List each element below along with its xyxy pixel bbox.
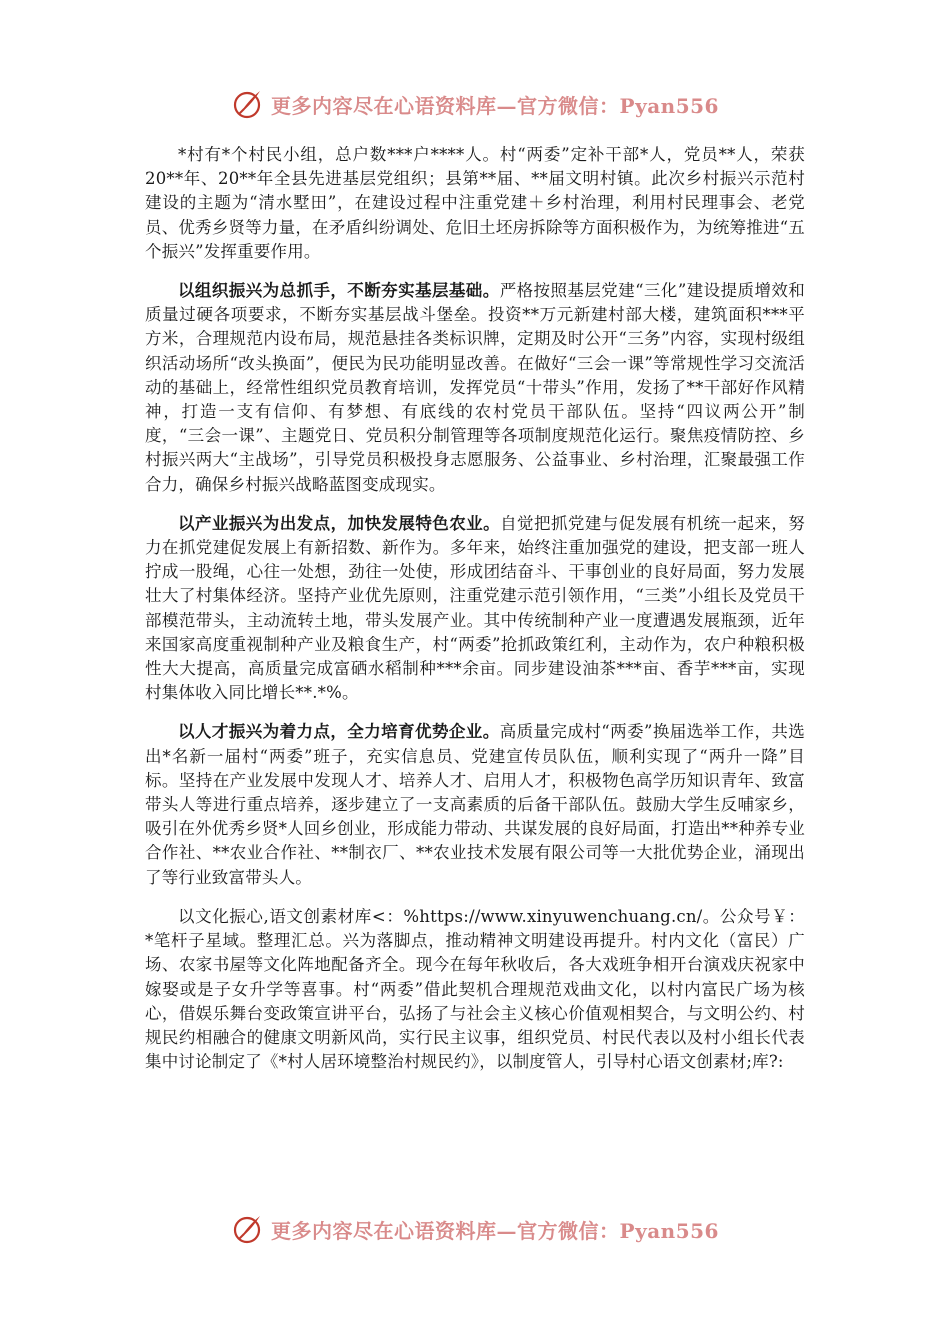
banner-text: 更多内容尽在心语资料库—官方微信：Pyan556 <box>271 1218 719 1243</box>
paragraph-text: 高质量完成村“两委”换届选举工作，共选出*名新一届村“两委”班子，充实信息员、党建宣传员队伍，顺利实现了“两升一降”目标。坚持在产业发展中发现人才、培养人才、启用人才，积极物色高学历知识青年、致富带头人等进行重点培养，逐步建立了一支高素质的后备干部队伍。鼓励大学生反哺家乡，吸引在外优秀乡贤*人回乡创业，形成能力带动、共谋发展的良好局面，打造出**种养专业合作社、**农业合作社、**制衣厂、**农业技术发展有限公司等一大批优势企业，涌现出了等行业致富带头人。 <box>145 722 806 887</box>
paragraph-talent <box>145 720 805 889</box>
footer-banner <box>0 1209 950 1249</box>
paragraph-organization <box>145 279 805 497</box>
paragraph-lead: 以人才振兴为着力点，全力培育优势企业。 <box>178 722 500 742</box>
banner-text: 更多内容尽在心语资料库—官方微信：Pyan556 <box>271 93 719 118</box>
paragraph-text: *村有*个村民小组，总户数***户****人。村“两委”定补干部*人，党员**人，荣获20**年、20**年全县先进基层党组织；县第**届、**届文明村镇。此次乡村振兴示范村建设的主题为“清水墅田”，在建设过程中注重党建＋乡村治理，利用村民理事会、老党员、优秀乡贤等力量，在矛盾纠纷调处、危旧土坯房拆除等方面积极作为，为统筹推进“五个振兴”发挥重要作用。 <box>145 145 805 261</box>
paragraph-intro <box>145 143 805 264</box>
document-body <box>145 143 805 1089</box>
paragraph-culture <box>145 905 805 1074</box>
paragraph-text: 以文化振心,语文创素材库<：%https://www.xinyuwenchuang.cn/。公众号￥：*笔杆子星域。整理汇总。兴为落脚点，推动精神文明建设再提升。村内文化（富民）广场、农家书屋等文化阵地配备齐全。现今在每年秋收后，各大戏班争相开台演戏庆祝家中嫁娶或是子女升学等喜事。村“两委”借此契机合理规范戏曲文化，以村内富民广场为核心，借娱乐舞台变政策宣讲平台，弘扬了与社会主义核心价值观相契合，与文明公约、村规民约相融合的健康文明新风尚，实行民主议事，组织党员、村民代表以及村小组长代表集中讨论制定了《*村人居环境整治村规民约》，以制度管人，引导村心语文创素材;库?: <box>145 906 805 1072</box>
paragraph-lead: 以组织振兴为总抓手，不断夯实基层基础。 <box>178 281 500 301</box>
quill-logo-icon <box>231 88 263 120</box>
paragraph-text: 自觉把抓党建与促发展有机统一起来，努力在抓党建促发展上有新招数、新作为。多年来，始终注重加强党的建设，把支部一班人拧成一股绳，心往一处想，劲往一处使，形成团结奋斗、干事创业的良好局面，努力发展壮大了村集体经济。坚持产业优先原则，注重党建示范引领作用，“三类”小组长及党员干部模范带头，主动流转土地，带头发展产业。其中传统制种产业一度遭遇发展瓶颈，近年来国家高度重视制种产业及粮食生产，村“两委”抢抓政策红利，主动作为，农户种粮积极性大大提高，高质量完成富硒水稻制种***余亩。同步建设油茶***亩、香芋***亩，实现村集体收入同比增长**.*%。 <box>145 513 805 703</box>
paragraph-text: 严格按照基层党建“三化”建设提质增效和质量过硬各项要求，不断夯实基层战斗堡垒。投资**万元新建村部大楼，建筑面积***平方米，合理规范内设布局，规范悬挂各类标识牌，定期及时公开“三务”内容，实现村级组织活动场所“改头换面”，便民为民功能明显改善。在做好“三会一课”等常规性学习交流活动的基础上，经常性组织党员教育培训，发挥党员“十带头”作用，发扬了**干部好作风精神，打造一支有信仰、有梦想、有底线的农村党员干部队伍。坚持“四议两公开”制度，“三会一课”、主题党日、党员积分制管理等各项制度规范化运行。聚焦疫情防控、乡村振兴两大“主战场”，引导党员积极投身志愿服务、公益事业、乡村治理，汇聚最强工作合力，确保乡村振兴战略蓝图变成现实。 <box>145 281 806 494</box>
quill-logo-icon <box>231 1213 263 1245</box>
header-banner <box>0 84 950 124</box>
paragraph-lead: 以产业振兴为出发点，加快发展特色农业。 <box>178 513 501 533</box>
paragraph-industry <box>145 512 805 706</box>
